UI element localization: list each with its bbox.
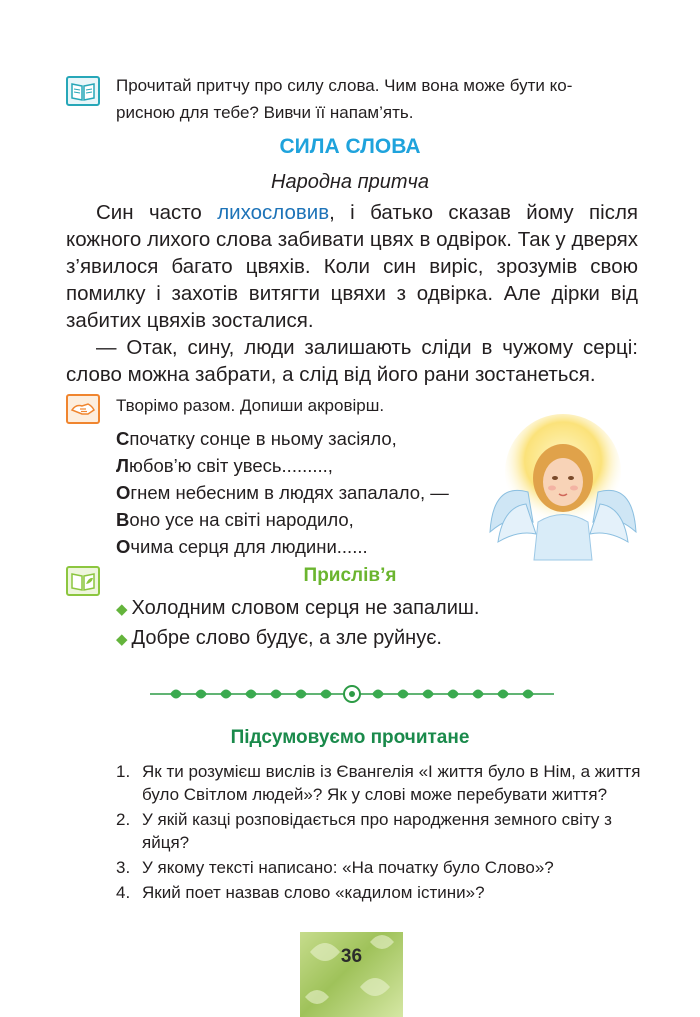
page-number: 36 bbox=[340, 946, 363, 967]
diamond-bullet-icon: ◆ bbox=[116, 601, 128, 618]
proverb-item: ◆ Добре слово будує, а зле руйнує. bbox=[116, 627, 442, 649]
story-paragraph-2: — Отак, сину, люди залишають сліди в чужому серці: слово можна забрати, а слід від його рани зостанеться. bbox=[66, 336, 638, 386]
task1-line2: рисною для тебе? Вивчи її напам’ять. bbox=[116, 103, 414, 122]
acrostic-line: Очима серця для людини...... bbox=[116, 536, 368, 557]
question-item: 4. Який поет назвав слово «кадилом істини»? bbox=[116, 883, 485, 902]
book-leaf-icon bbox=[66, 566, 100, 596]
acrostic-line: Огнем небесним в людях запалало, — bbox=[116, 482, 449, 503]
task1-text bbox=[116, 72, 646, 126]
summary-title: Підсумовуємо прочитане bbox=[230, 727, 470, 748]
proverbs-title: Прислів’я bbox=[303, 565, 397, 586]
book-icon bbox=[66, 76, 100, 106]
diamond-bullet-icon: ◆ bbox=[116, 631, 128, 648]
handshake-icon bbox=[66, 394, 100, 424]
acrostic-poem bbox=[116, 425, 496, 560]
proverbs-list bbox=[116, 594, 636, 654]
question-item: 3. У якому тексті написано: «На початку було Слово»? bbox=[116, 858, 554, 877]
story-paragraph-1: Син часто лихословив, і батько сказав йому після кожного лихого слова забивати цвях в одвірок. Так у дверях з’явилося багато цвяхів. Коли син виріс, зрозумів свою помилку і захотів витягти цвяхи з одвірка. Але дірки від забитих цвяхів зосталися. bbox=[66, 201, 639, 332]
story-title: СИЛА СЛОВА bbox=[279, 135, 421, 158]
ornament-divider bbox=[150, 680, 554, 708]
highlighted-word: лихословив bbox=[217, 201, 330, 224]
task1-line1: Прочитай притчу про силу слова. Чим вона може бути ко- bbox=[116, 76, 573, 95]
proverb-item: ◆ Холодним словом серця не запалиш. bbox=[116, 597, 480, 619]
acrostic-line: Спочатку сонце в ньому засіяло, bbox=[116, 428, 397, 449]
story-body bbox=[66, 199, 638, 388]
acrostic-line: Воно усе на світі народило, bbox=[116, 509, 354, 530]
story-subtitle: Народна притча bbox=[271, 171, 429, 193]
question-item: 2. У якій казці розповідається про народження земного світу з яйця? bbox=[116, 810, 612, 852]
questions-list bbox=[116, 760, 642, 904]
task2-text: Творімо разом. Допиши акровірш. bbox=[116, 396, 385, 415]
acrostic-line: Любов’ю світ увесь........., bbox=[116, 455, 333, 476]
page-number-box bbox=[300, 932, 403, 1017]
angel-illustration bbox=[488, 412, 638, 562]
question-item: 1. Як ти розумієш вислів із Євангелія «І життя було в Нім, а життя було Світлом людей»? Як у слові може перебувати життя? bbox=[116, 762, 641, 804]
